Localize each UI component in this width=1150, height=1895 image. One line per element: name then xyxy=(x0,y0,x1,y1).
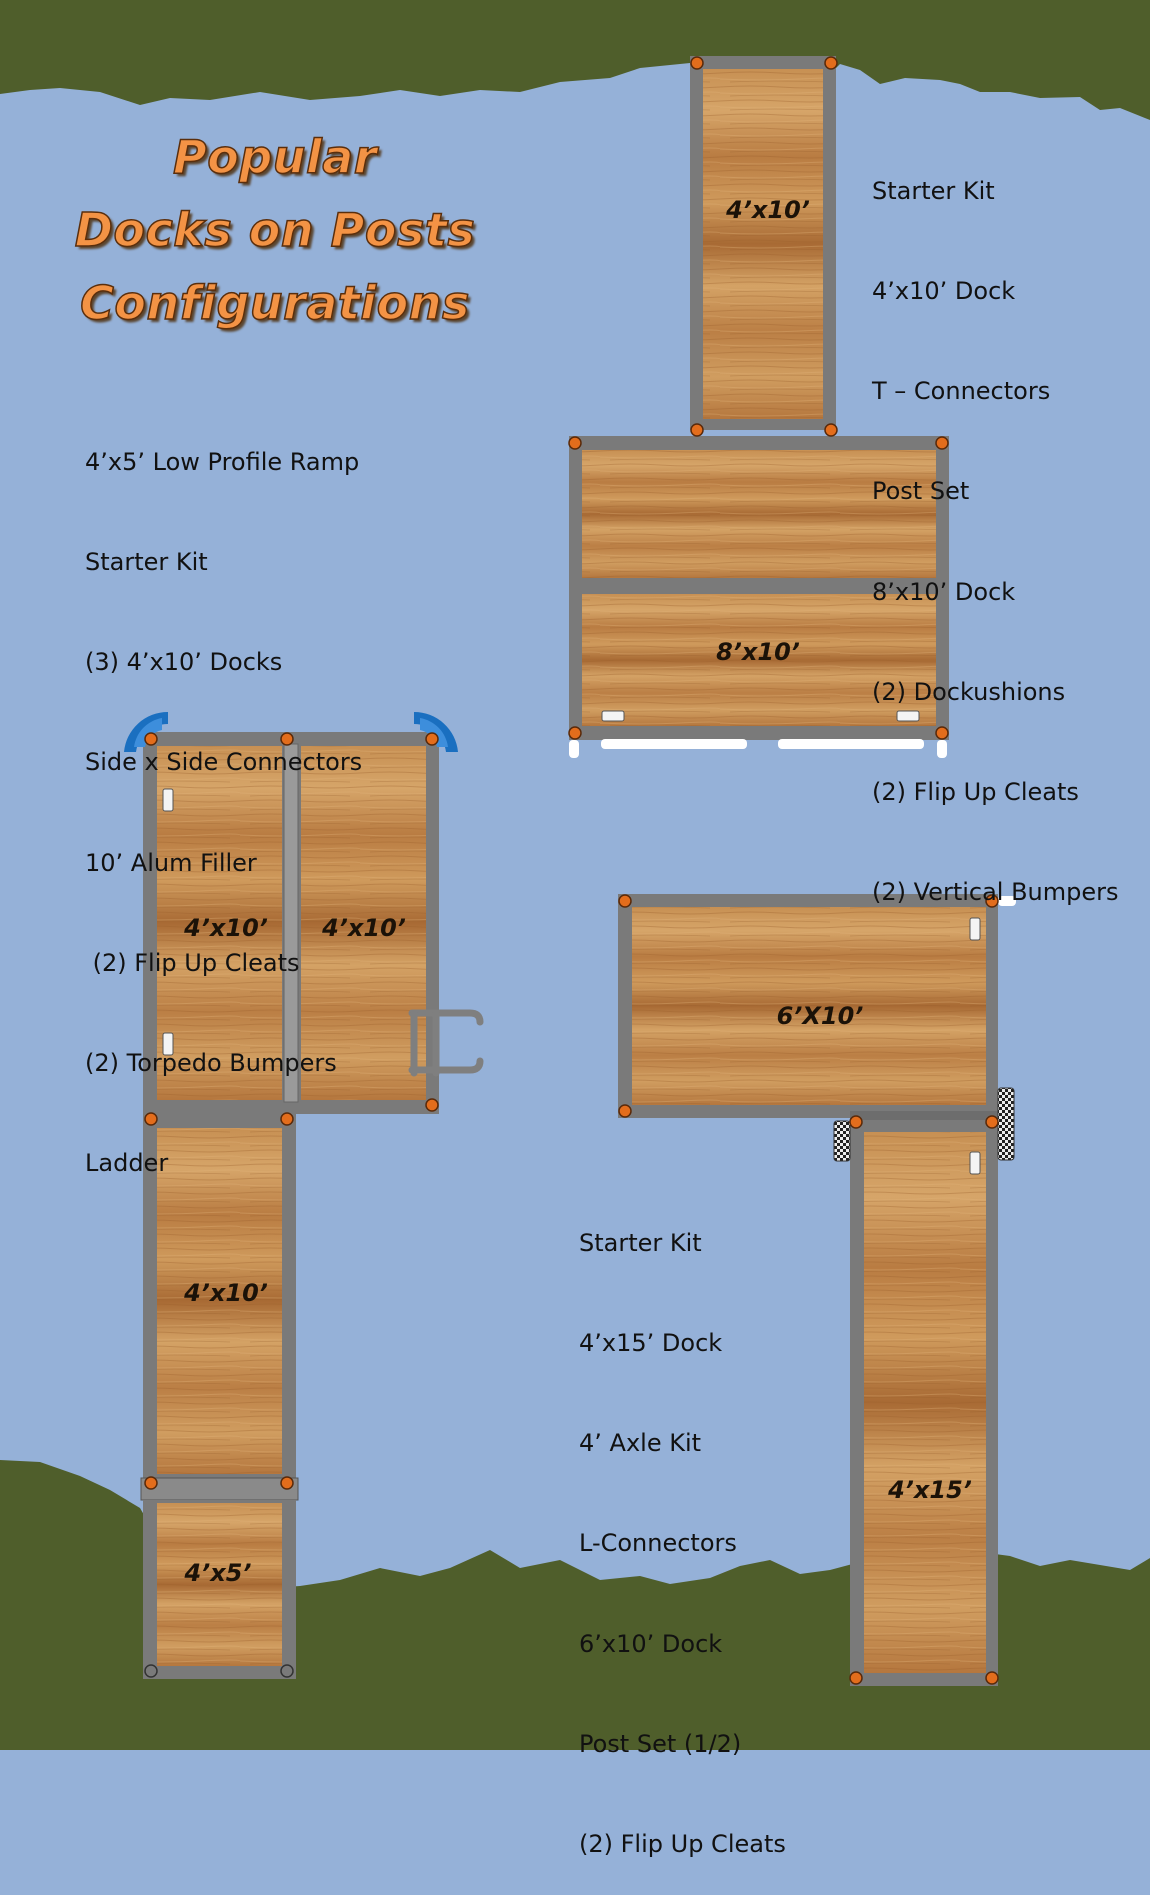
post xyxy=(825,57,837,69)
parts-list-item: 6’x10’ Dock xyxy=(579,1629,723,1658)
parts-list-item: (2) Flip Up Cleats xyxy=(872,778,1079,807)
parts-list-item: (2) Flip Up Cleats xyxy=(85,948,300,977)
parts-list-item: L-Connectors xyxy=(579,1529,737,1558)
l-dock-parts-list xyxy=(579,1160,786,1895)
axle-wheel xyxy=(834,1121,850,1161)
parts-list-item: (3) 4’x10’ Docks xyxy=(85,648,283,677)
title-line: Docks on Posts xyxy=(74,203,476,257)
parts-list-item: Side x Side Connectors xyxy=(85,748,363,777)
post xyxy=(281,1477,293,1489)
vertical-bumper xyxy=(569,740,579,758)
post xyxy=(619,895,631,907)
ramp-wheel xyxy=(281,1665,293,1677)
title-line: Popular xyxy=(173,130,377,184)
dock-label: 6’X10’ xyxy=(776,1002,864,1030)
parts-list-item: 4’x10’ Dock xyxy=(872,277,1016,306)
post xyxy=(691,424,703,436)
post xyxy=(986,1672,998,1684)
flip-up-cleat xyxy=(602,711,624,721)
title-line: Configurations xyxy=(80,276,470,330)
dock-label: 4’x15’ xyxy=(888,1476,972,1504)
post xyxy=(691,57,703,69)
dockushion xyxy=(601,739,747,749)
parts-list-item: (2) Dockushions xyxy=(872,677,1066,706)
parts-list-item: Starter Kit xyxy=(579,1228,702,1257)
side-by-side-parts-list xyxy=(85,379,362,1214)
ramp-wheel xyxy=(145,1665,157,1677)
parts-list-item: Starter Kit xyxy=(872,176,995,205)
dock-label: 4’x5’ xyxy=(184,1559,252,1587)
parts-list-item: (2) Vertical Bumpers xyxy=(872,878,1119,907)
parts-list-item: 4’ Axle Kit xyxy=(579,1429,702,1458)
parts-list-item: 4’x5’ Low Profile Ramp xyxy=(85,447,360,476)
l-connector xyxy=(850,1111,998,1120)
parts-list-item: (2) Torpedo Bumpers xyxy=(85,1049,337,1078)
dock-label: 4’x10’ xyxy=(726,196,810,224)
t-dock-parts-list xyxy=(872,108,1119,943)
axle-wheel xyxy=(998,1088,1014,1160)
flip-up-cleat xyxy=(970,1152,980,1174)
dock-label: 4’x10’ xyxy=(184,914,268,942)
dock-label: 4’x10’ xyxy=(184,1279,268,1307)
post xyxy=(569,727,581,739)
parts-list-item: T – Connectors xyxy=(872,377,1051,406)
parts-list-item: (2) Flip Up Cleats xyxy=(579,1830,786,1859)
parts-list-item: 8’x10’ Dock xyxy=(872,577,1016,606)
post xyxy=(145,1477,157,1489)
ramp-connector xyxy=(141,1478,298,1500)
dock-label: 8’x10’ xyxy=(716,638,800,666)
post xyxy=(986,1116,998,1128)
parts-list-item: Ladder xyxy=(85,1149,169,1178)
parts-list-item: Starter Kit xyxy=(85,548,208,577)
parts-list-item: 10’ Alum Filler xyxy=(85,848,257,877)
parts-list-item: Post Set xyxy=(872,477,970,506)
post xyxy=(426,733,438,745)
parts-list-item: 4’x15’ Dock xyxy=(579,1329,723,1358)
post xyxy=(426,1099,438,1111)
post xyxy=(825,424,837,436)
dock-label: 4’x10’ xyxy=(322,914,406,942)
post xyxy=(619,1105,631,1117)
parts-list-item: Post Set (1/2) xyxy=(579,1729,742,1758)
post xyxy=(569,437,581,449)
post xyxy=(850,1672,862,1684)
post xyxy=(850,1116,862,1128)
